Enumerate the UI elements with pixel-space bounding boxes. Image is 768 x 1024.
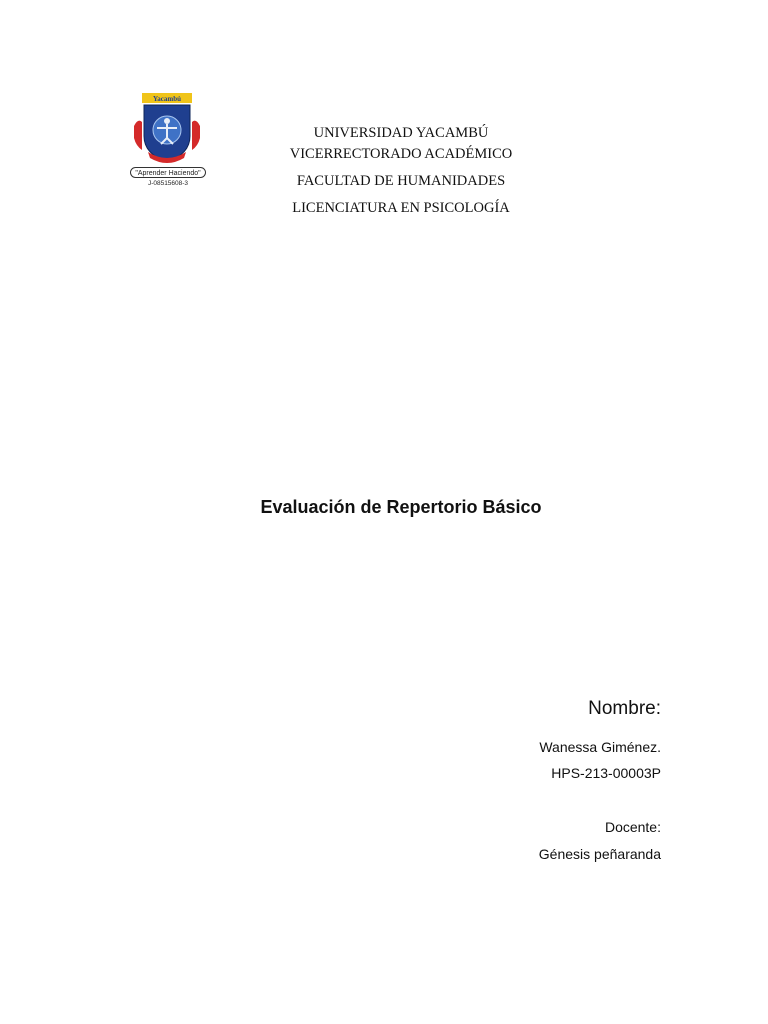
student-code: HPS-213-00003P [551, 765, 661, 781]
crest-banner-text: Yacambú [152, 95, 182, 103]
crest-right-wing [192, 121, 200, 150]
student-name: Wanessa Giménez. [539, 739, 661, 755]
crest-left-wing [134, 121, 142, 150]
university-crest-icon [124, 88, 212, 168]
header-vicerrectorado: VICERRECTORADO ACADÉMICO [289, 146, 513, 162]
student-label: Nombre: [588, 698, 661, 719]
header-program: LICENCIATURA EN PSICOLOGÍA [292, 200, 510, 216]
teacher-label: Docente: [604, 819, 661, 835]
logo-rif: J-08515608-3 [147, 180, 189, 187]
header-university: UNIVERSIDAD YACAMBÚ [313, 125, 489, 141]
teacher-name: Génesis peñaranda [538, 846, 661, 862]
university-logo [124, 88, 212, 192]
crest-figure-head [164, 118, 170, 124]
logo-motto: "Aprender Haciendo" [130, 167, 206, 178]
header-faculty: FACULTAD DE HUMANIDADES [296, 173, 506, 189]
document-title: Evaluación de Repertorio Básico [260, 497, 542, 517]
